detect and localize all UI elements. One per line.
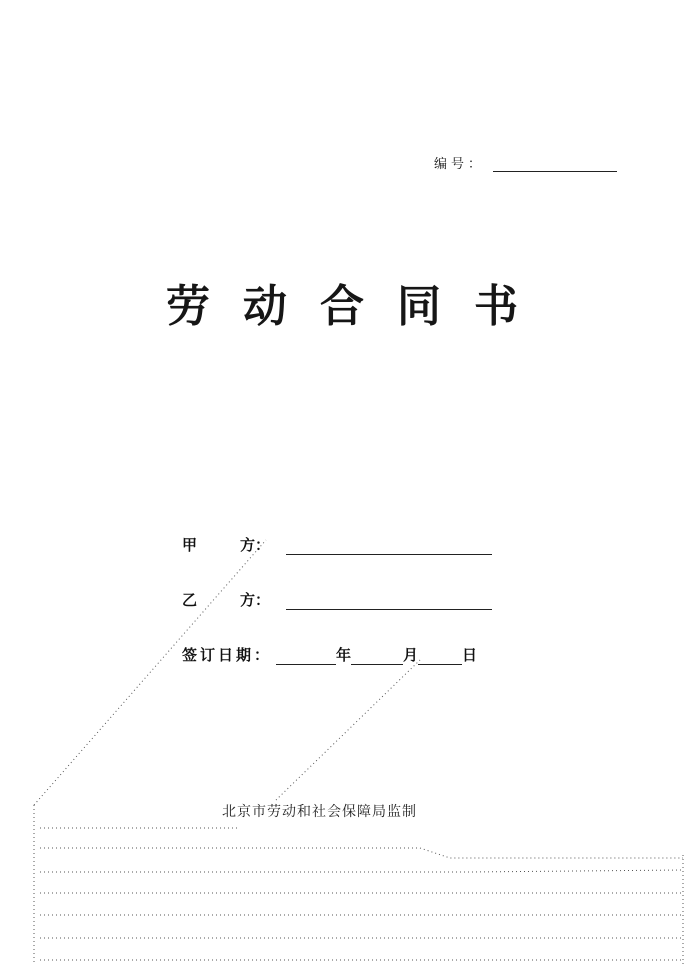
party-b-label-suffix: 方：	[239, 591, 270, 609]
serial-number-label: 编号：	[434, 157, 486, 172]
party-a-label-char: 甲	[182, 536, 198, 554]
signing-date-field	[182, 644, 477, 665]
party-a-field	[182, 534, 492, 555]
issuer-note: 北京市劳动和社会保障局监制	[222, 804, 417, 820]
party-b-label-char: 乙	[182, 591, 198, 609]
diagonal-dotted-line	[34, 540, 266, 805]
party-b-field	[182, 589, 492, 610]
day-label: 日	[462, 646, 478, 664]
year-label: 年	[336, 646, 352, 664]
month-blank[interactable]	[351, 646, 403, 665]
party-b-label	[182, 589, 270, 610]
year-blank[interactable]	[276, 646, 336, 665]
day-blank[interactable]	[418, 646, 462, 665]
horizontal-dotted-line	[40, 848, 683, 858]
party-a-blank[interactable]	[286, 536, 492, 555]
signing-date-label: 签订日期：	[182, 646, 273, 664]
diagonal-dotted-line	[276, 660, 420, 800]
document-title: 劳动合同书	[166, 281, 551, 332]
party-b-blank[interactable]	[286, 591, 492, 610]
month-label: 月	[403, 646, 419, 664]
party-a-label-suffix: 方：	[239, 536, 270, 554]
serial-number-blank[interactable]	[493, 155, 617, 172]
serial-number-field	[434, 153, 617, 172]
party-a-label	[182, 534, 270, 555]
horizontal-dotted-line	[40, 870, 683, 872]
